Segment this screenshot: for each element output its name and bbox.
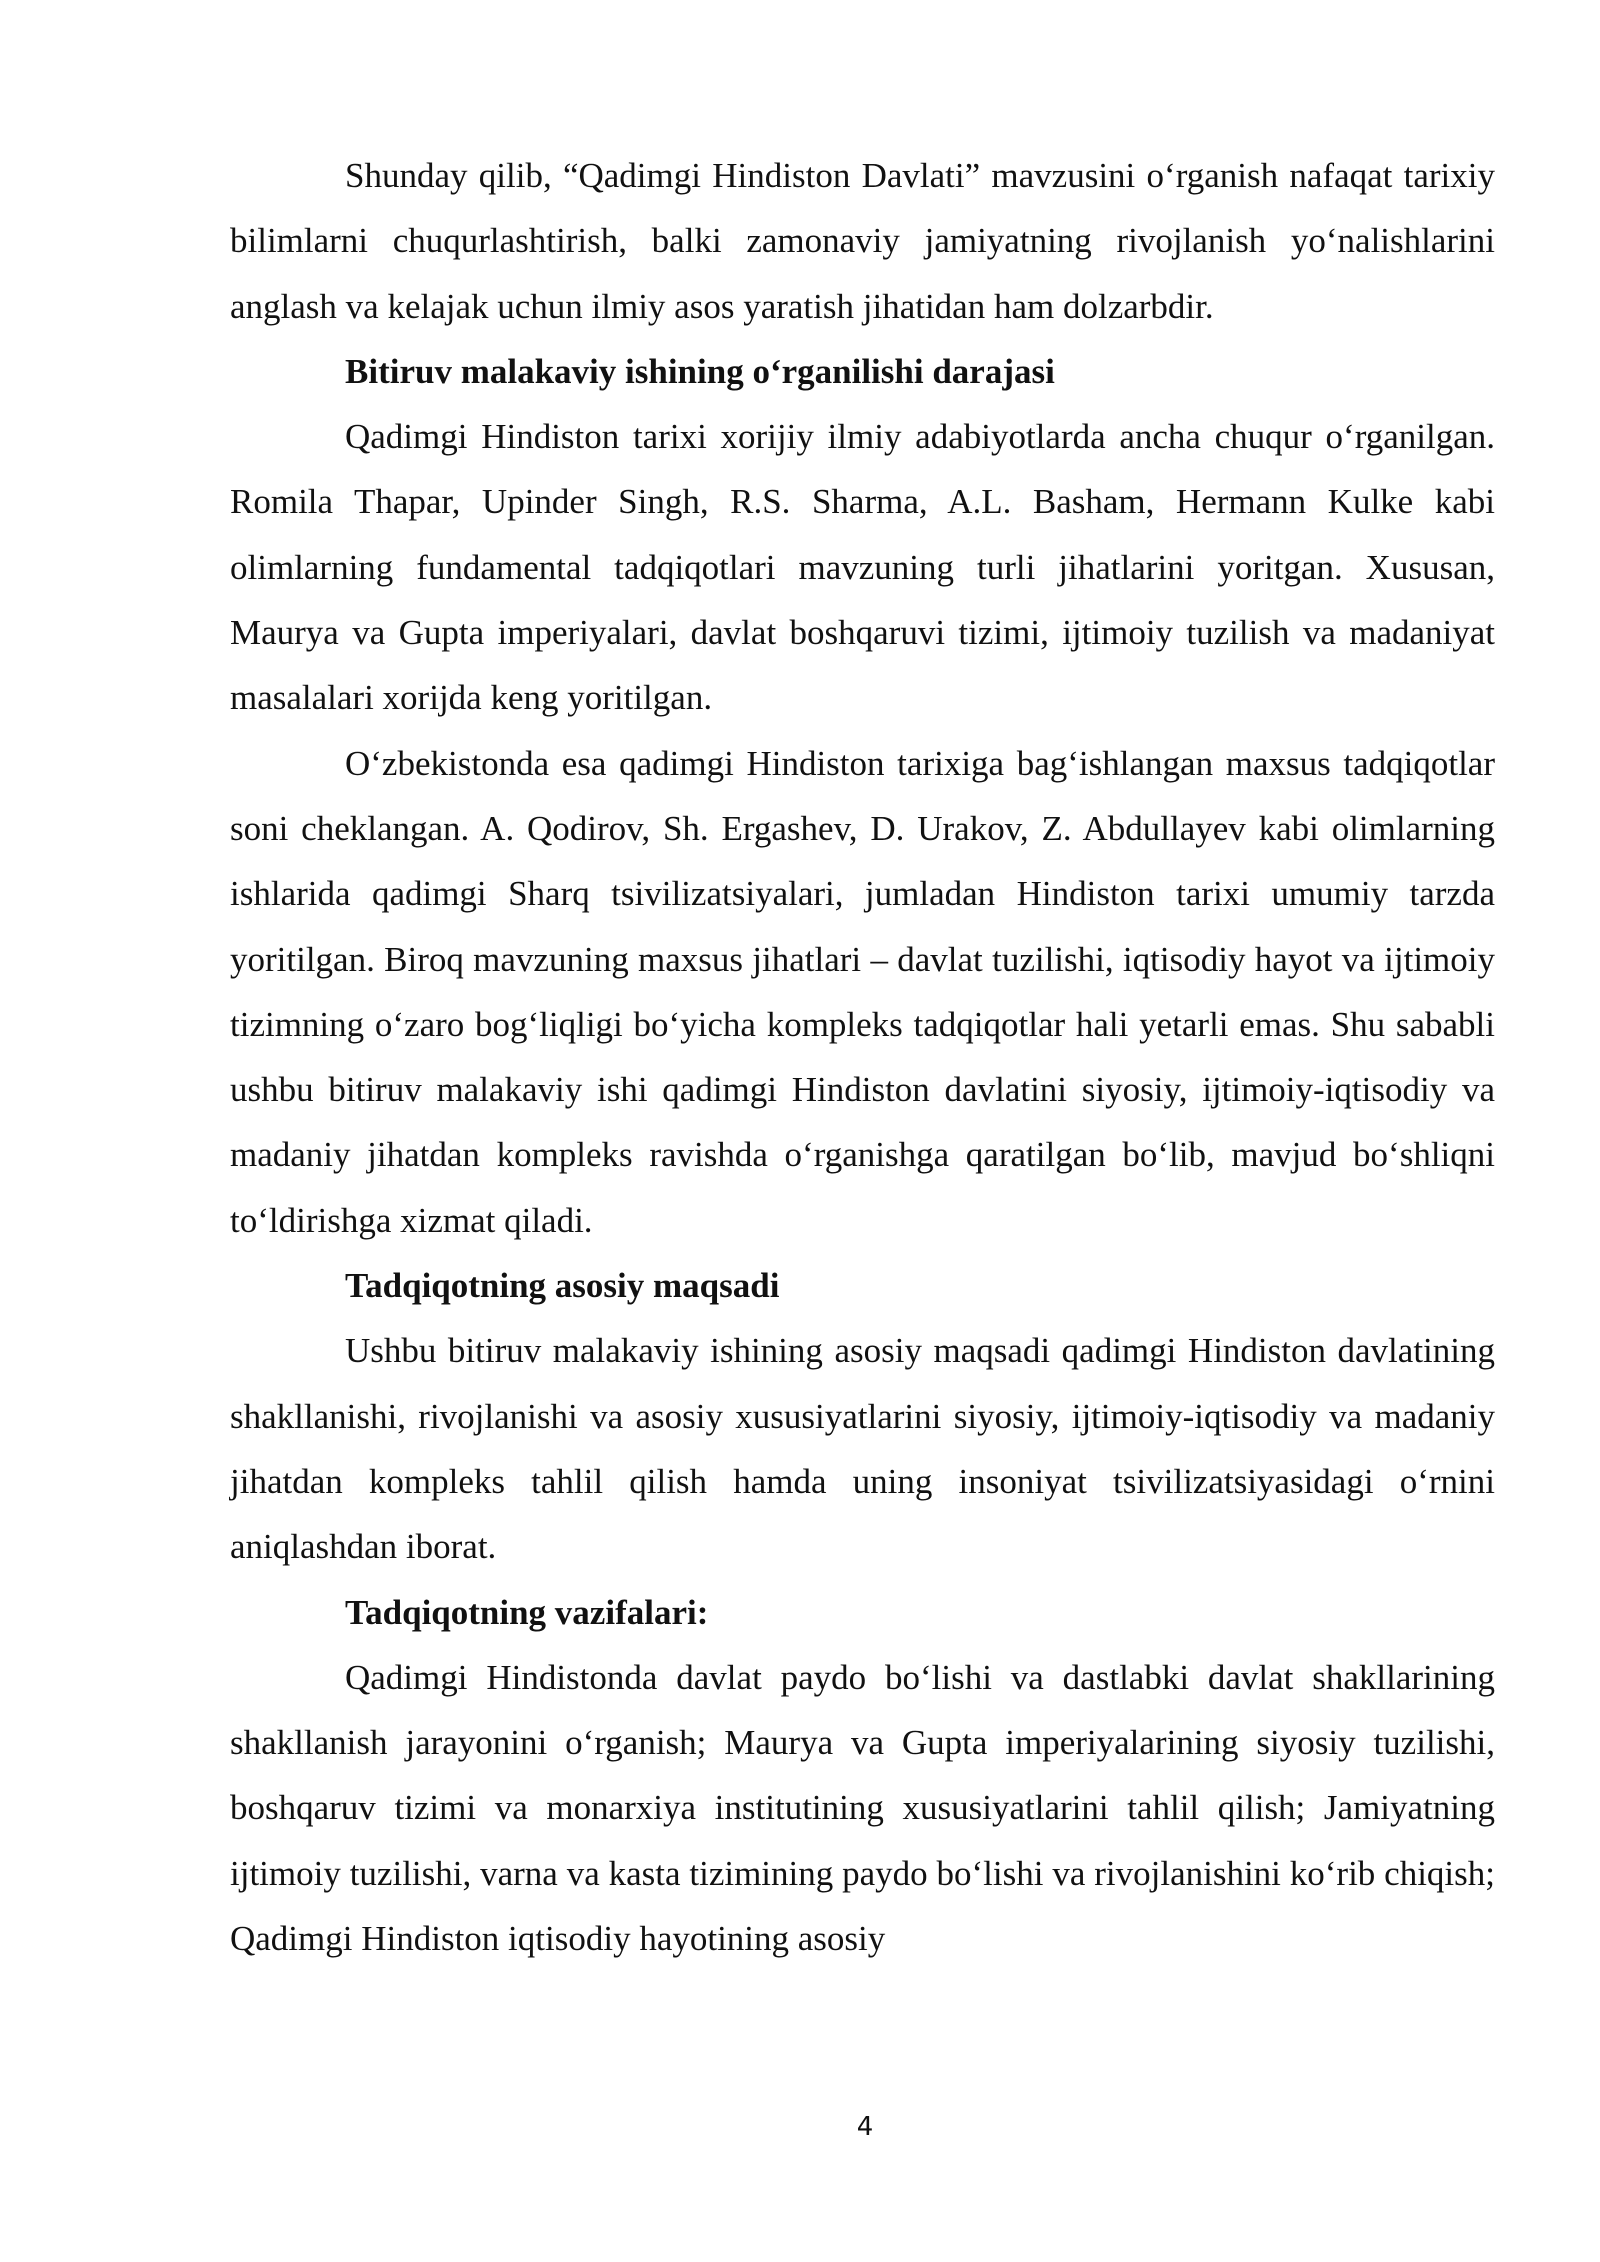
page-number: 4 <box>856 2112 874 2142</box>
paragraph-intro-conclusion: Shunday qilib, “Qadimgi Hindiston Davlati” mavzusini o‘rganish nafaqat tarixiy bilimlarni chuqurlashtirish, balki zamonaviy jamiyatning rivojlanish yo‘nalishlarini anglash va kelajak uchun ilmiy asos yaratish jihatidan ham dolzarbdir. <box>230 156 1495 326</box>
paragraph-tasks: Qadimgi Hindistonda davlat paydo bo‘lishi va dastlabki davlat shakllarining shakllanish jarayonini o‘rganish; Maurya va Gupta imperiyalarining siyosiy tuzilishi, boshqaruv tizimi va monarxiya institutining xususiyatlarini tahlil qilish; Jamiyatning ijtimoiy tuzilishi, varna va kasta tizimining paydo bo‘lishi va rivojlanishini ko‘rib chiqish; Qadimgi Hindiston iqtisodiy hayotining asosiy <box>230 1657 1495 1959</box>
heading-study-level: Bitiruv malakaviy ishining o‘rganilishi darajasi <box>345 351 1055 391</box>
heading-main-goal: Tadqiqotning asosiy maqsadi <box>345 1266 780 1306</box>
paragraph-main-goal: Ushbu bitiruv malakaviy ishining asosiy maqsadi qadimgi Hindiston davlatining shakllanishi, rivojlanishi va asosiy xususiyatlarini siyosiy, ijtimoiy-iqtisodiy va madaniy jihatdan kompleks tahlil qilish hamda uning insoniyat tsivilizatsiyasidagi o‘rnini aniqlashdan iborat. <box>230 1331 1495 1567</box>
document-body <box>230 143 1495 1971</box>
paragraph-study-level-local: O‘zbekistonda esa qadimgi Hindiston tarixiga bag‘ishlangan maxsus tadqiqotlar soni cheklangan. A. Qodirov, Sh. Ergashev, D. Urakov, Z. Abdullayev kabi olimlarning ishlarida qadimgi Sharq tsivilizatsiyalari, jumladan Hindiston tarixi umumiy tarzda yoritilgan. Biroq mavzuning maxsus jihatlari – davlat tuzilishi, iqtisodiy hayot va ijtimoiy tizimning o‘zaro bog‘liqligi bo‘yicha kompleks tadqiqotlar hali yetarli emas. Shu sababli ushbu bitiruv malakaviy ishi qadimgi Hindiston davlatini siyosiy, ijtimoiy-iqtisodiy va madaniy jihatdan kompleks ravishda o‘rganishga qaratilgan bo‘lib, mavjud bo‘shliqni to‘ldirishga xizmat qiladi. <box>230 743 1495 1240</box>
heading-tasks: Tadqiqotning vazifalari: <box>345 1592 709 1632</box>
paragraph-study-level-foreign: Qadimgi Hindiston tarixi xorijiy ilmiy adabiyotlarda ancha chuqur o‘rganilgan. Romila Thapar, Upinder Singh, R.S. Sharma, A.L. Basham, Hermann Kulke kabi olimlarning fundamental tadqiqotlari mavzuning turli jihatlarini yoritgan. Xususan, Maurya va Gupta imperiyalari, davlat boshqaruvi tizimi, ijtimoiy tuzilish va madaniyat masalalari xorijda keng yoritilgan. <box>230 417 1495 718</box>
